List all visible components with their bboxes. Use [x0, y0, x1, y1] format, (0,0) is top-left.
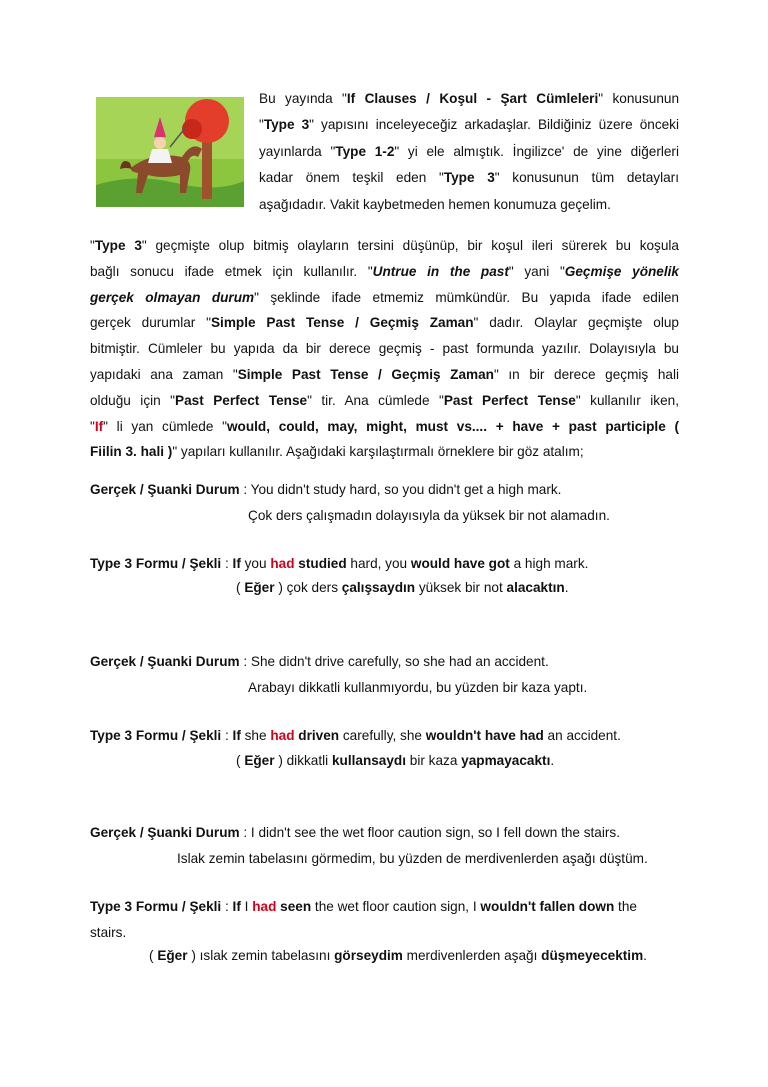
para-line: [90, 439, 679, 465]
intro-line: [259, 112, 679, 138]
example-1-real: [90, 482, 561, 497]
verb-tr: çalışsaydın: [341, 580, 416, 595]
intro-line: [259, 86, 679, 112]
verb: studied: [298, 556, 347, 571]
text: " konusunun: [598, 91, 679, 106]
text: she: [240, 728, 271, 743]
text: " yapıları kullanılır. Aşağıdaki karşılaştırmalı örneklere bir göz atalım;: [172, 444, 584, 460]
example-3-real-tr: Islak zemin tabelasını görmedim, bu yüzden de merdivenlerden aşağı düştüm.: [177, 851, 648, 866]
text: :: [221, 899, 233, 914]
text: bir kaza: [406, 753, 462, 768]
girl-riding-horse-icon: [96, 97, 244, 207]
text: ": [259, 117, 264, 133]
text: carefully, she: [339, 728, 426, 743]
term: Type 3: [443, 170, 495, 186]
text: an accident.: [543, 728, 621, 743]
term: Simple Past Tense / Geçmiş Zaman: [210, 315, 474, 331]
text: ) dikkatli: [274, 753, 332, 768]
text: yayınlarda ": [259, 143, 336, 159]
text: Bu yayında ": [259, 91, 347, 106]
para-line: [90, 259, 679, 285]
text: kadar önem teşkil eden ": [259, 170, 444, 186]
verb: driven: [298, 728, 340, 743]
text: ) çok ders: [274, 580, 342, 595]
verb-tr: görseydim: [334, 948, 403, 963]
text: " yani ": [508, 263, 565, 279]
text: the: [614, 899, 637, 914]
real-label: Gerçek / Şuanki Durum: [90, 654, 240, 669]
example-1-type3-tr: [236, 580, 568, 595]
example-3-type3-cont: stairs.: [90, 925, 127, 940]
para-line: [90, 362, 679, 388]
text: " dadır. Olaylar geçmişte olup: [473, 315, 679, 331]
term: would, could, may, might, must vs.... + have + past participle (: [226, 418, 679, 434]
text: .: [643, 948, 647, 963]
type3-label: Type 3 Formu / Şekli: [90, 728, 222, 743]
modal-phrase: would have got: [410, 556, 510, 571]
text: " geçmişte olup bitmiş olayların tersini düşünüp, bir koşul ileri sürerek bu koşula: [141, 238, 679, 253]
example-1-type3: [90, 556, 588, 571]
if-keyword-tr: Eğer: [244, 580, 275, 595]
explanation-paragraph: [90, 233, 679, 465]
result-tr: yapmayacaktı: [461, 753, 551, 768]
text: merdivenlerden aşağı: [402, 948, 542, 963]
intro-line: aşağıdadır. Vakit kaybetmeden hemen konumuza geçelim.: [259, 196, 611, 212]
topic-title: If Clauses / Koşul - Şart Cümleleri: [346, 91, 599, 106]
real-label: Gerçek / Şuanki Durum: [90, 825, 240, 840]
intro-line: [259, 165, 679, 191]
para-line: [90, 285, 679, 311]
text: :: [221, 728, 233, 743]
text: bağlı sonucu ifade etmek için kullanılır. ": [90, 263, 373, 279]
para-line: [90, 414, 679, 440]
text: .: [564, 580, 569, 595]
term: Untrue in the past: [372, 263, 509, 279]
type3-label: Type 3 Formu / Şekli: [90, 556, 222, 571]
text: " kullanılır iken,: [575, 392, 679, 408]
type3-label: Type 3 Formu / Şekli: [90, 899, 222, 914]
text: olduğu için ": [90, 392, 176, 408]
if-keyword: If: [94, 418, 104, 434]
text: : You didn't study hard, so you didn't get a high mark.: [239, 482, 562, 497]
modal-phrase: wouldn't fallen down: [480, 899, 615, 914]
verb-tr: kullansaydı: [331, 753, 407, 768]
text: (: [149, 948, 158, 963]
text: :: [221, 556, 233, 571]
text: ": [90, 238, 95, 253]
had-keyword: had: [252, 899, 277, 914]
example-2-type3: [90, 728, 621, 743]
if-keyword-tr: Eğer: [244, 753, 275, 768]
text: : I didn't see the wet floor caution sign, so I fell down the stairs.: [239, 825, 620, 840]
text: .: [550, 753, 555, 768]
text: " yi ele almıştık. İngilizce' de yine diğerleri: [394, 143, 679, 159]
result-tr: düşmeyecektim: [541, 948, 644, 963]
if-keyword-tr: Eğer: [157, 948, 188, 963]
if-keyword: If: [232, 728, 241, 743]
text: " şeklinde ifade etmemiz mümkündür. Bu yapıda ifade edilen: [254, 289, 679, 305]
text: the wet floor caution sign, I: [311, 899, 481, 914]
para-line: [90, 388, 679, 414]
result-tr: alacaktın: [506, 580, 565, 595]
text: " li yan cümlede ": [103, 418, 227, 434]
if-keyword: If: [232, 556, 241, 571]
text: (: [236, 753, 245, 768]
para-line: [90, 233, 679, 259]
term: Simple Past Tense / Geçmiş Zaman: [237, 366, 494, 382]
text: gerçek durumlar ": [90, 315, 211, 331]
had-keyword: had: [270, 728, 295, 743]
text: (: [236, 580, 245, 595]
text: ": [90, 418, 95, 434]
term: Fiilin 3. hali ): [90, 444, 173, 460]
term: Geçmişe yönelik: [564, 263, 679, 279]
real-label: Gerçek / Şuanki Durum: [90, 482, 240, 497]
text: " konusunun tüm detayları: [494, 170, 679, 186]
text: you: [240, 556, 271, 571]
verb: seen: [280, 899, 312, 914]
example-2-real: [90, 654, 549, 669]
text: " ın bir derece geçmiş hali: [493, 366, 679, 382]
text: : She didn't drive carefully, so she had an accident.: [239, 654, 549, 669]
text: I: [240, 899, 253, 914]
intro-paragraph: [259, 86, 679, 218]
example-3-type3-tr: [149, 948, 647, 963]
modal-phrase: wouldn't have had: [425, 728, 544, 743]
text: ) ıslak zemin tabelasını: [187, 948, 335, 963]
term: Past Perfect Tense: [175, 392, 308, 408]
term: Type 3: [263, 117, 310, 133]
text: " tir. Ana cümlede ": [307, 392, 444, 408]
had-keyword: had: [270, 556, 295, 571]
intro-line: [259, 139, 679, 165]
text: a high mark.: [509, 556, 589, 571]
para-line: bitmiştir. Cümleler bu yapıda da bir derece geçmiş - past formunda yazılır. Dolayısıyla bu: [90, 341, 679, 357]
example-3-real: [90, 825, 620, 840]
term: Type 3: [94, 238, 142, 253]
term: gerçek olmayan durum: [90, 289, 255, 305]
example-2-type3-tr: [236, 753, 554, 768]
example-2-real-tr: Arabayı dikkatli kullanmıyordu, bu yüzden bir kaza yaptı.: [248, 680, 588, 695]
text: hard, you: [346, 556, 411, 571]
example-1-real-tr: Çok ders çalışmadın dolayısıyla da yüksek bir not alamadın.: [248, 508, 610, 523]
if-keyword: If: [232, 899, 241, 914]
text: " yapısını inceleyeceğiz arkadaşlar. Bildiğiniz üzere önceki: [309, 117, 679, 133]
text: yapıdaki ana zaman ": [90, 366, 238, 382]
text: yüksek bir not: [415, 580, 507, 595]
para-line: [90, 310, 679, 336]
example-3-type3: [90, 899, 637, 914]
term: Type 1-2: [335, 143, 395, 159]
term: Past Perfect Tense: [443, 392, 576, 408]
